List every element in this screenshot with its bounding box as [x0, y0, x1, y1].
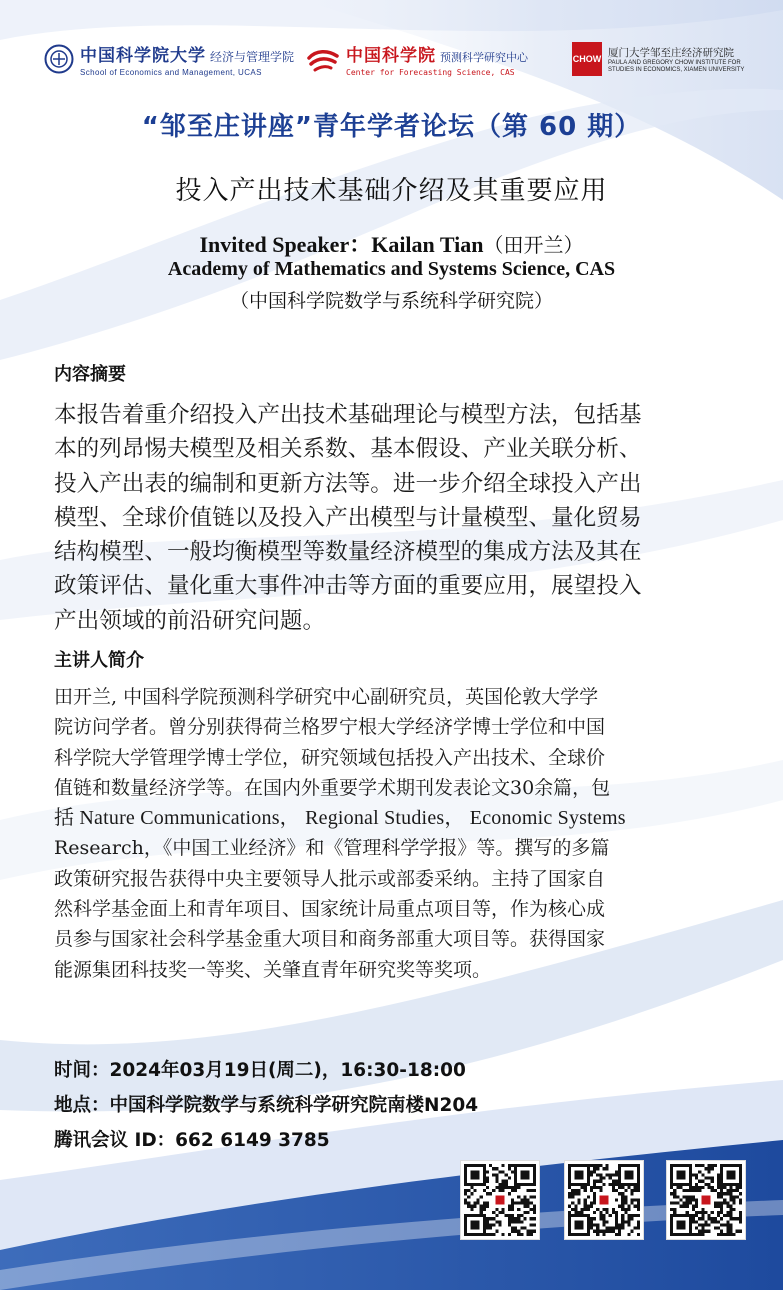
- ucas-name-en: School of Economics and Management, UCAS: [80, 68, 262, 77]
- qr-code-chow[interactable]: [666, 1160, 746, 1240]
- abstract-heading: 内容摘要: [54, 364, 126, 385]
- abstract-line: 本的列昂惕夫模型及相关系数、基本假设、产业关联分析、: [54, 436, 642, 463]
- abstract-line: 模型、全球价值链以及投入产出模型与计量模型、量化贸易: [54, 504, 642, 531]
- ucas-logo: [44, 38, 294, 80]
- abstract-line: 本报告着重介绍投入产出技术基础理论与模型方法，包括基: [54, 402, 642, 428]
- affiliation-en: Academy of Mathematics and Systems Science, CAS: [167, 258, 616, 280]
- speaker-line: [0, 228, 783, 259]
- cas-unit-cn: 预测科学研究中心: [440, 51, 528, 64]
- bio-line: 然科学基金面上和青年项目、国家统计局重点项目等，作为核心成: [54, 898, 606, 921]
- abstract-line: 投入产出表的编制和更新方法等。进一步介绍全球投入产出: [54, 470, 642, 497]
- event-location: 地点：中国科学院数学与系统科学研究院南楼N204: [54, 1095, 479, 1116]
- cas-name-en: Center for Forecasting Science, CAS: [346, 68, 515, 77]
- speaker-name-cn: （田开兰）: [483, 233, 584, 257]
- bio-line: 括 Nature Communications， Regional Studies， Economic Systems: [54, 807, 626, 830]
- affiliation-cn: （中国科学院数学与系统科学研究院）: [229, 290, 553, 312]
- bio-body: [54, 682, 729, 985]
- chow-institute-logo: [572, 38, 744, 80]
- bio-line: 员参与国家社会科学基金重大项目和商务部重大项目等。获得国家: [54, 928, 606, 951]
- bio-line: 田开兰, 中国科学院预测科学研究中心副研究员，英国伦敦大学学: [54, 686, 599, 708]
- abstract-line: 政策评估、量化重大事件冲击等方面的重要应用，展望投入: [54, 573, 642, 600]
- bio-line: 值链和数量经济学等。在国内外重要学术期刊发表论文30余篇，包: [54, 776, 611, 799]
- chow-name-en-line1: PAULA AND GREGORY CHOW INSTITUTE FOR: [608, 59, 741, 66]
- bio-line: 能源集团科技奖一等奖、关肇直青年研究奖等奖项。: [54, 958, 492, 981]
- cas-name-cn: 中国科学院: [346, 46, 436, 66]
- abstract-body: [54, 398, 732, 638]
- event-time: 时间：2024年03月19日(周二)，16:30-18:00: [54, 1060, 466, 1081]
- ucas-unit-cn: 经济与管理学院: [210, 50, 295, 64]
- speaker-label: Invited Speaker：Kailan Tian: [199, 232, 484, 257]
- bio-line: 政策研究报告获得中央主要领导人批示或部委采纳。主持了国家自: [54, 867, 606, 890]
- bio-heading: 主讲人简介: [54, 650, 144, 671]
- ucas-name-cn: 中国科学院大学: [80, 46, 206, 66]
- cas-forecasting-logo: [306, 38, 528, 80]
- cas-emblem-icon: [306, 44, 340, 74]
- meeting-id: 腾讯会议 ID：662 6149 3785: [54, 1130, 330, 1151]
- abstract-line: 结构模型、一般均衡模型等数量经济模型的集成方法及其在: [54, 539, 642, 566]
- bio-line: 院访问学者。曾分别获得荷兰格罗宁根大学经济学博士学位和中国: [54, 716, 606, 739]
- talk-title: 投入产出技术基础介绍及其重要应用: [175, 176, 608, 206]
- bio-line: Research，《中国工业经济》和《管理科学学报》等。撰写的多篇: [54, 837, 610, 860]
- bio-line: 科学院大学管理学博士学位，研究领域包括投入产出技术、全球价: [54, 746, 606, 769]
- qr-code-cas[interactable]: [564, 1160, 644, 1240]
- abstract-line: 产出领域的前沿研究问题。: [54, 607, 326, 634]
- series-title: “邹至庄讲座”青年学者论坛（第 60 期）: [141, 112, 642, 142]
- chow-name-cn: 厦门大学邹至庄经济研究院: [608, 46, 734, 59]
- chow-emblem-icon: CHOW: [572, 42, 602, 76]
- qr-code-ucas[interactable]: [460, 1160, 540, 1240]
- chow-name-en-line2: STUDIES IN ECONOMICS, XIAMEN UNIVERSITY: [608, 66, 745, 73]
- ucas-emblem-icon: [44, 44, 74, 74]
